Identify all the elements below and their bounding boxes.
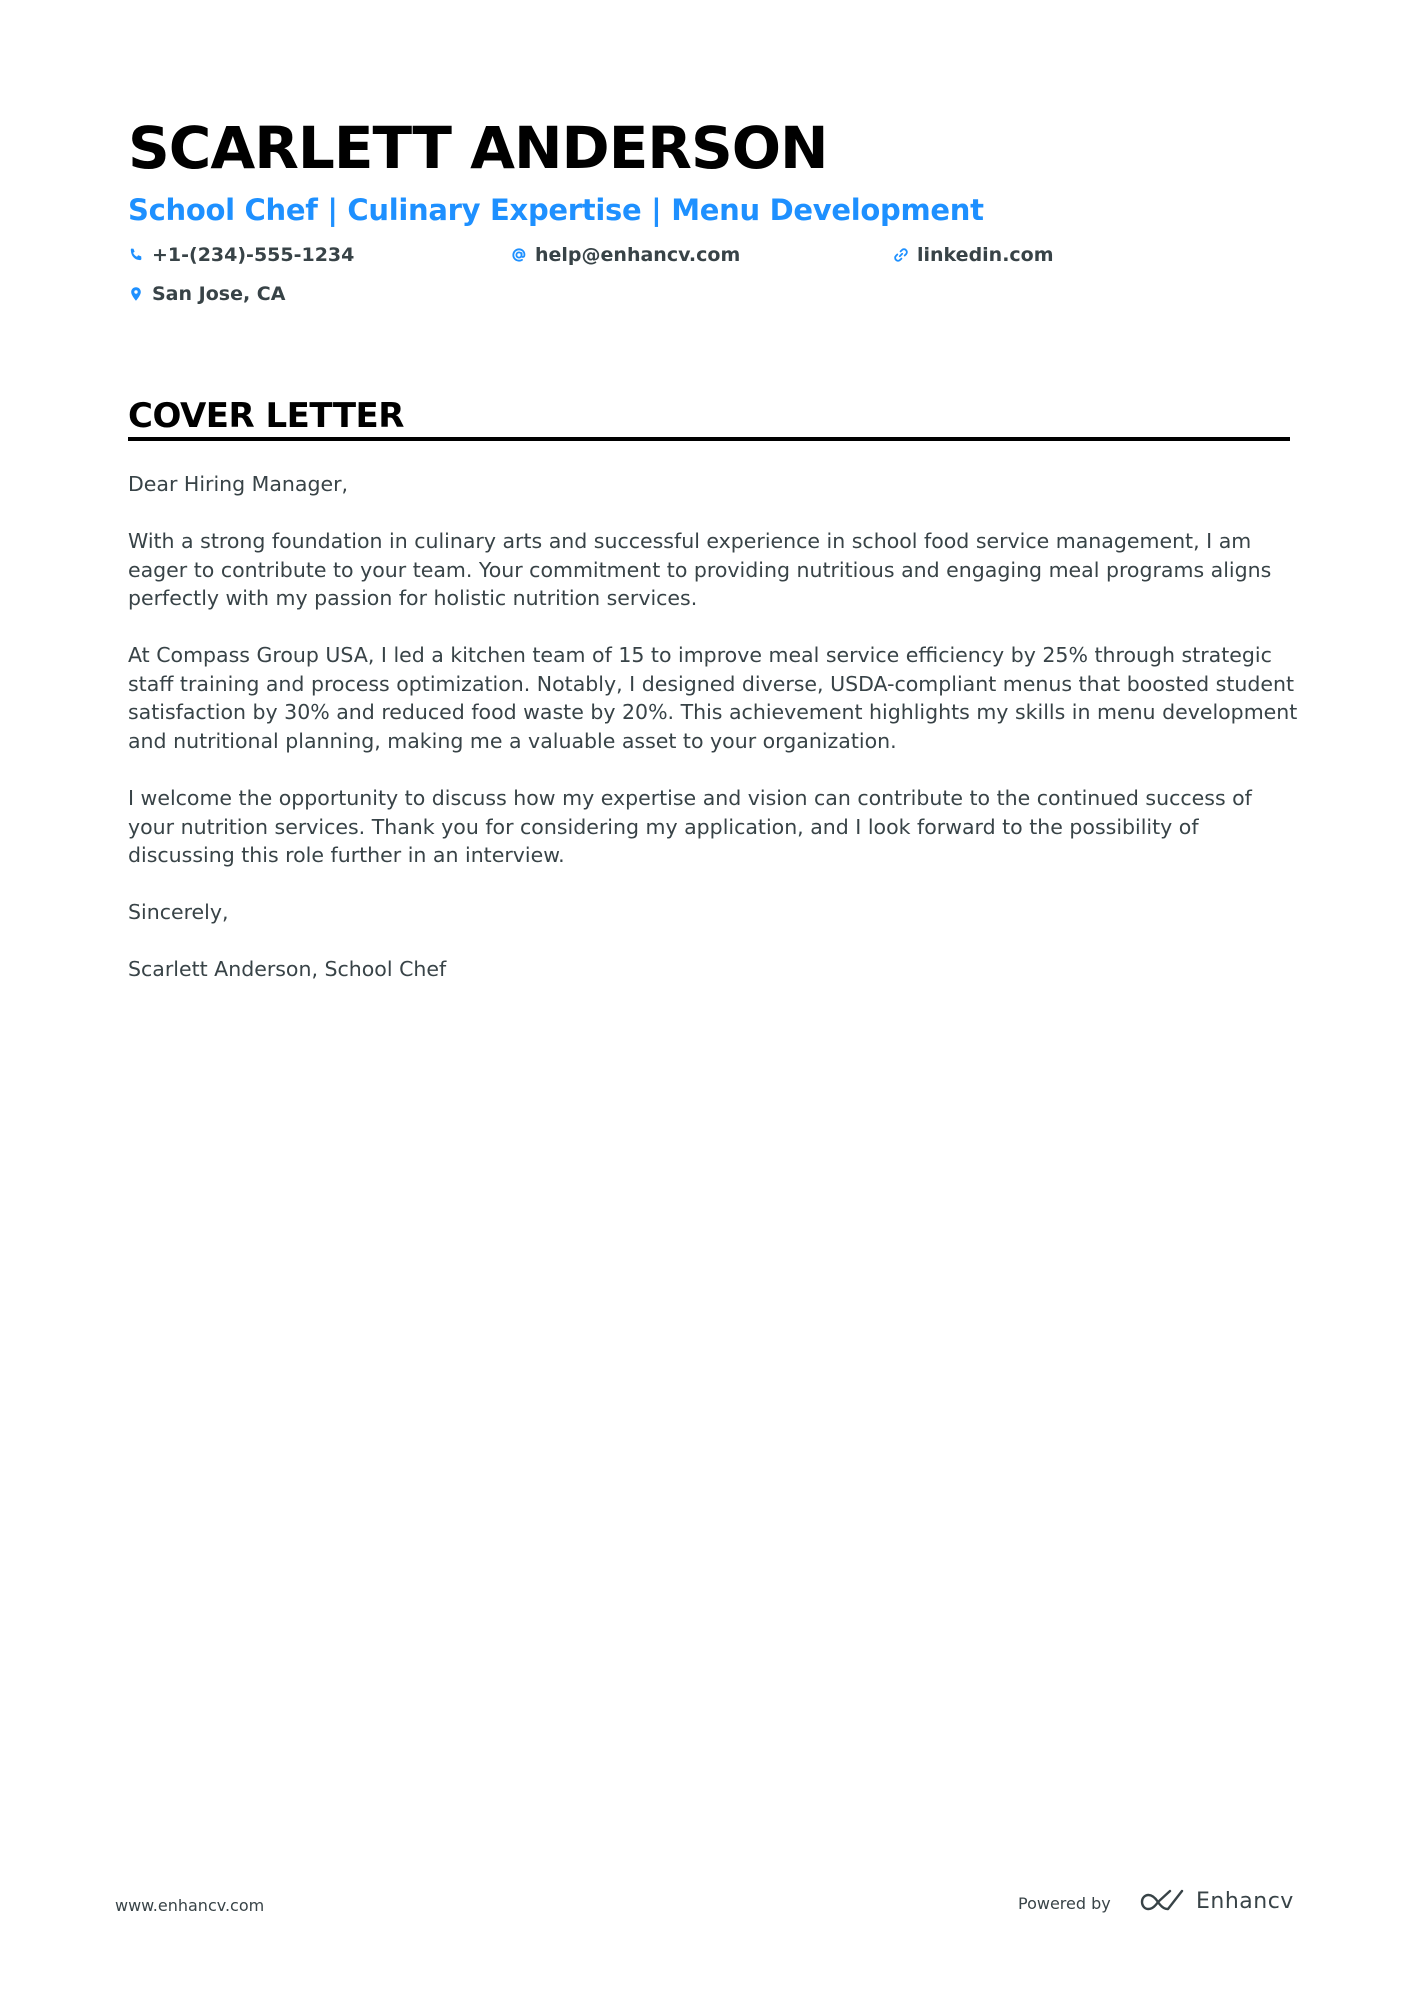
letter-paragraph: At Compass Group USA, I led a kitchen team of 15 to improve meal service efficiency by 25% through strategic staff training and process optimization. Notably, I designed diverse, USDA-compliant menus that boosted student satisfaction by 30% and reduced food waste by 20%. This achievement highlights my skills in menu development and nutritional planning, making me a valuable asset to your organization.	[128, 643, 1298, 754]
applicant-headline: School Chef | Culinary Expertise | Menu Development	[128, 193, 984, 227]
contact-link-text[interactable]: linkedin.com	[917, 244, 1054, 266]
contact-location-text: San Jose, CA	[152, 283, 286, 305]
section-title: COVER LETTER	[128, 396, 404, 436]
contact-email	[511, 242, 740, 268]
applicant-name: SCARLETT ANDERSON	[128, 114, 828, 182]
contact-email-text[interactable]: help@enhancv.com	[535, 244, 741, 266]
footer-url[interactable]: www.enhancv.com	[115, 1896, 265, 1915]
contact-phone-text: +1-(234)-555-1234	[152, 244, 355, 266]
powered-by-label: Powered by	[1018, 1894, 1111, 1913]
section-divider	[128, 437, 1290, 441]
phone-icon	[128, 247, 144, 263]
contact-link	[893, 242, 1054, 268]
brand-name: Enhancv	[1196, 1889, 1294, 1914]
link-icon	[893, 247, 909, 263]
letter-greeting: Dear Hiring Manager,	[128, 472, 349, 496]
contact-location	[128, 281, 285, 307]
enhancv-logo-icon	[1138, 1887, 1186, 1917]
brand-logo[interactable]	[1138, 1887, 1294, 1917]
at-icon	[511, 247, 527, 263]
contact-phone	[128, 242, 354, 268]
letter-closing: Sincerely,	[128, 900, 229, 924]
letter-signature: Scarlett Anderson, School Chef	[128, 957, 447, 981]
letter-paragraph: With a strong foundation in culinary arts and successful experience in school food service management, I am eager to contribute to your team. Your commitment to providing nutritious and engaging meal programs aligns perfectly with my passion for holistic nutrition services.	[128, 529, 1272, 611]
letter-paragraph: I welcome the opportunity to discuss how my expertise and vision can contribute to the continued success of your nutrition services. Thank you for considering my application, and I look forward to the possibility of discussing this role further in an interview.	[128, 786, 1252, 868]
map-pin-icon	[128, 286, 144, 302]
